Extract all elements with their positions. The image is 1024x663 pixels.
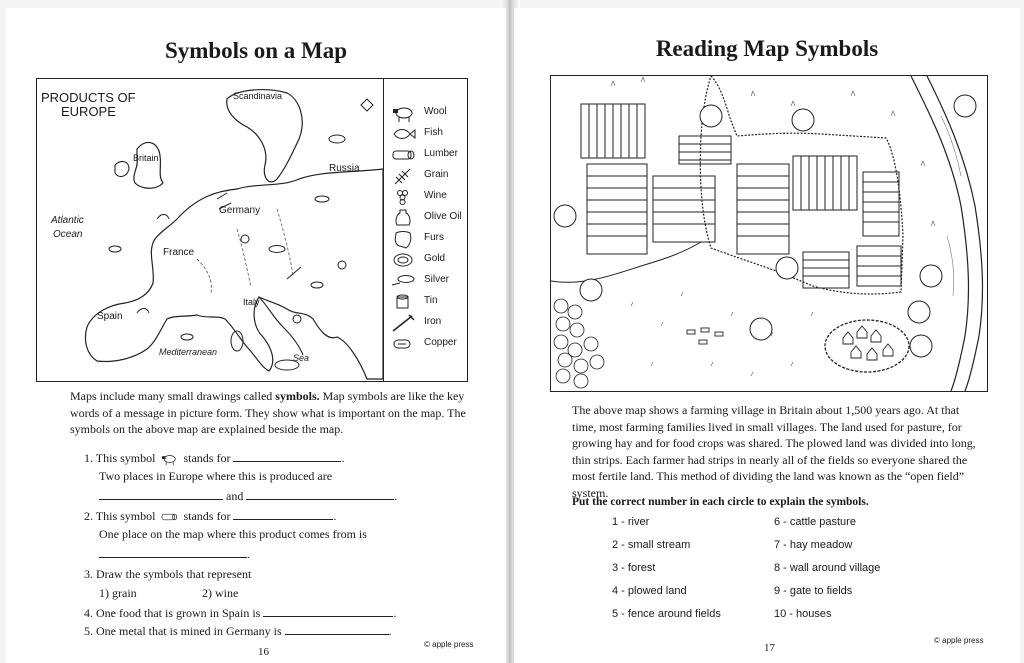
- legend-label: Tin: [424, 295, 438, 306]
- intro-paragraph: [70, 388, 470, 438]
- label-atlantic: Atlantic: [51, 215, 84, 226]
- q1-prompt: Two places in Europe where this is produced are: [99, 469, 333, 483]
- key-item: 5 - fence around fields: [612, 608, 721, 620]
- right-page: [514, 8, 1020, 663]
- q3-wine: 2) wine: [202, 586, 239, 600]
- question-5: 5. One metal that is mined in Germany is .: [84, 624, 392, 638]
- question-4: 4. One food that is grown in Spain is .: [84, 606, 397, 620]
- map-title-line1: PRODUCTS OF: [41, 90, 136, 105]
- q5-text: 5. One metal that is mined in Germany is: [84, 624, 282, 638]
- question-3: 3. Draw the symbols that represent: [84, 567, 252, 581]
- legend-item-furs: [384, 229, 468, 249]
- label-italy: Italy: [243, 297, 260, 307]
- legend-item-tin: [384, 292, 468, 312]
- answer-blank[interactable]: [246, 488, 394, 500]
- key-item: 9 - gate to fields: [774, 585, 853, 597]
- key-item: 3 - forest: [612, 562, 656, 574]
- key-item: 7 - hay meadow: [774, 539, 853, 551]
- publisher-logo: © apple press: [424, 640, 474, 649]
- instructions: Put the correct number in each circle to explain the symbols.: [572, 496, 869, 508]
- log-icon: [158, 510, 180, 524]
- tin-icon: [390, 292, 416, 312]
- legend-label: Olive Oil: [424, 211, 462, 222]
- intro-text: Maps include many small drawings called: [70, 389, 276, 403]
- village-description: The above map shows a farming village in Britain about 1,500 years ago. At that time, most farming families lived in small villages. The land used for pasture, for growing hay and for food crops was shared. The plowed land was divided into long, thin strips. Each farmer had strips in nearly all of the fields so everyone shared the most fertile land. This method of dividing the land was known as the “open field” system.: [572, 403, 976, 500]
- legend-label: Gold: [424, 253, 446, 264]
- label-britain: Britain: [133, 153, 159, 163]
- key-item: 8 - wall around village: [774, 562, 881, 574]
- copper-icon: [390, 334, 416, 354]
- legend-label: Wool: [424, 106, 447, 117]
- fur-icon: [390, 229, 416, 249]
- answer-blank[interactable]: [99, 546, 247, 558]
- question-1: 1. This symbol stands for .: [84, 451, 345, 465]
- legend-label: Wine: [424, 190, 447, 201]
- key-item: 10 - houses: [774, 608, 832, 620]
- answer-blank[interactable]: [263, 605, 393, 617]
- map-legend: [383, 79, 468, 381]
- q4-text: 4. One food that is grown in Spain is: [84, 606, 261, 620]
- q2-answer-row: .: [99, 546, 250, 562]
- gold-icon: [390, 250, 416, 270]
- page-number-left: 16: [258, 646, 269, 658]
- sheep-icon: [158, 452, 180, 466]
- log-icon: [390, 145, 416, 165]
- legend-label: Fish: [424, 127, 443, 138]
- legend-item-wine: [384, 187, 468, 207]
- legend-item-grain: [384, 166, 468, 186]
- legend-label: Silver: [424, 274, 450, 285]
- label-ocean: Ocean: [53, 229, 83, 240]
- q2-text: 2. This symbol: [84, 509, 156, 523]
- q3-grain: 1) grain: [99, 586, 137, 600]
- key-item: 2 - small stream: [612, 539, 691, 551]
- q1-and: and: [226, 489, 244, 503]
- legend-item-copper: [384, 334, 468, 354]
- q2-prompt: One place on the map where this product comes from is: [99, 527, 367, 541]
- intro-bold-term: symbols.: [275, 389, 320, 403]
- legend-item-lumber: [384, 145, 468, 165]
- label-france: France: [163, 247, 195, 258]
- label-scandinavia: Scandinavia: [233, 91, 283, 101]
- label-russia: Russia: [329, 163, 360, 174]
- label-sea: Sea: [293, 353, 310, 363]
- europe-outline: [37, 79, 383, 381]
- iron-icon: [390, 313, 416, 333]
- legend-label: Lumber: [424, 148, 458, 159]
- q1-text: 1. This symbol: [84, 451, 156, 465]
- label-germany: Germany: [219, 205, 261, 216]
- legend-item-silver: [384, 271, 468, 291]
- key-item: 6 - cattle pasture: [774, 516, 856, 528]
- silver-icon: [390, 271, 416, 291]
- grapes-icon: [390, 187, 416, 207]
- page-title-left: Symbols on a Map: [164, 38, 348, 63]
- answer-blank[interactable]: [233, 450, 341, 462]
- farming-village-map: [550, 75, 988, 392]
- legend-label: Furs: [424, 232, 444, 243]
- answer-blank[interactable]: [99, 488, 223, 500]
- village-map-drawing: [551, 76, 987, 391]
- key-item: 1 - river: [612, 516, 650, 528]
- legend-item-iron: [384, 313, 468, 333]
- answer-blank[interactable]: [285, 623, 389, 635]
- q1-stands-for: stands for: [183, 451, 231, 465]
- q1-answer-row: and .: [99, 488, 397, 504]
- label-mediterranean: Mediterranean: [159, 347, 218, 357]
- q2-stands-for: stands for: [183, 509, 231, 523]
- key-item: 4 - plowed land: [612, 585, 687, 597]
- fish-icon: [390, 124, 416, 144]
- map-title-line2: EUROPE: [61, 104, 116, 119]
- page-title-right: Reading Map Symbols: [655, 36, 879, 61]
- legend-label: Grain: [424, 169, 449, 180]
- europe-products-map: [36, 78, 468, 382]
- intro-text-rest: Map symbols are like the key words of a message in picture form. They show what is important on the map. The symbols on the above map are explained beside the map.: [70, 389, 466, 436]
- olive-jar-icon: [390, 208, 416, 228]
- grain-icon: [390, 166, 416, 186]
- publisher-logo: © apple press: [934, 636, 984, 645]
- sheep-icon: [390, 103, 416, 123]
- legend-label: Iron: [424, 316, 442, 327]
- legend-item-gold: [384, 250, 468, 270]
- legend-item-wool: [384, 103, 468, 123]
- legend-label: Copper: [424, 337, 457, 348]
- question-2: 2. This symbol stands for .: [84, 509, 337, 523]
- map-title: [41, 91, 141, 119]
- page-number-right: 17: [764, 642, 775, 654]
- label-spain: Spain: [97, 311, 123, 322]
- legend-item-olive-oil: [384, 208, 468, 228]
- left-page: [6, 8, 506, 663]
- legend-item-fish: [384, 124, 468, 144]
- answer-blank[interactable]: [233, 508, 333, 520]
